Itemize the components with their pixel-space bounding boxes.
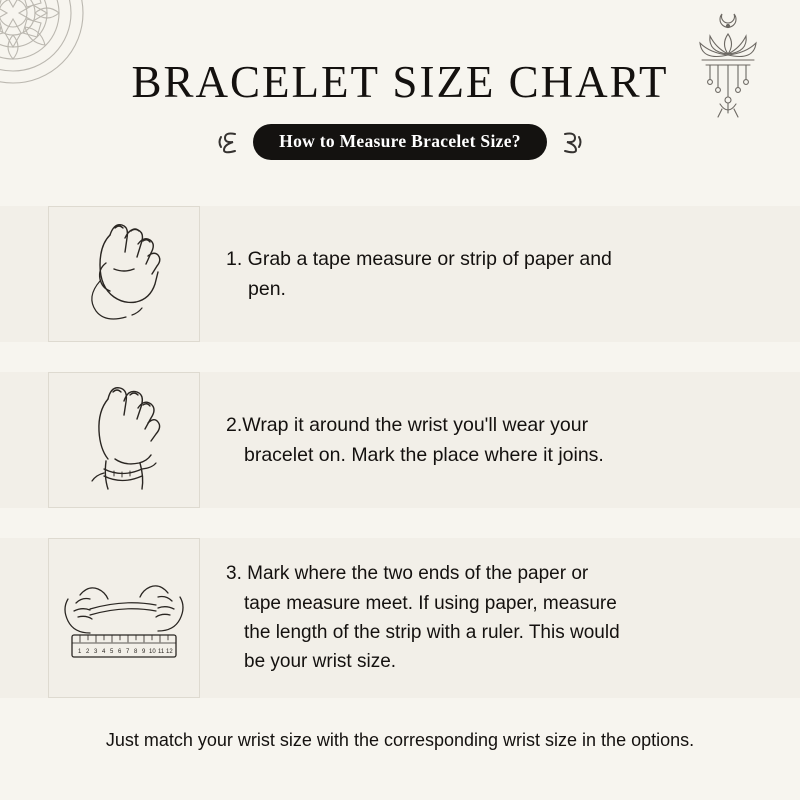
svg-text:2: 2 xyxy=(86,649,90,655)
step-2-line-1: 2.Wrap it around the wrist you'll wear your xyxy=(226,413,589,436)
svg-text:8: 8 xyxy=(134,649,138,655)
step-1 xyxy=(0,206,800,342)
svg-text:1: 1 xyxy=(78,649,82,655)
svg-text:9: 9 xyxy=(142,649,146,655)
svg-text:11: 11 xyxy=(158,649,165,655)
svg-text:6: 6 xyxy=(118,649,122,655)
step-3 xyxy=(0,538,800,698)
svg-text:12: 12 xyxy=(166,649,173,655)
step-1-line-1: 1. Grab a tape measure or strip of paper and xyxy=(226,247,612,270)
svg-text:5: 5 xyxy=(110,649,114,655)
step-3-thumbnail xyxy=(48,538,200,698)
step-3-line-2: tape measure meet. If using paper, measure xyxy=(244,592,617,614)
page-title: BRACELET SIZE CHART xyxy=(131,57,669,107)
step-1-text xyxy=(200,244,754,304)
svg-text:4: 4 xyxy=(102,649,106,655)
svg-text:7: 7 xyxy=(126,649,130,655)
step-2 xyxy=(0,372,800,508)
step-1-thumbnail xyxy=(48,206,200,342)
flourish-left-icon xyxy=(215,129,241,155)
subtitle-pill: How to Measure Bracelet Size? xyxy=(253,124,547,160)
hand-holding-tape-measure-icon xyxy=(54,211,194,337)
step-3-line-4: be your wrist size. xyxy=(244,651,397,673)
step-3-line-1: 3. Mark where the two ends of the paper or xyxy=(226,563,589,585)
subtitle-row xyxy=(0,124,800,160)
svg-text:10: 10 xyxy=(149,649,156,655)
step-3-text xyxy=(200,559,754,677)
svg-text:3: 3 xyxy=(94,649,98,655)
tape-wrapped-around-wrist-icon xyxy=(54,377,194,503)
flourish-right-icon xyxy=(559,129,585,155)
step-1-line-2: pen. xyxy=(248,278,286,300)
measuring-paper-strip-with-ruler-icon xyxy=(54,543,194,693)
footer-note: Just match your wrist size with the corresponding wrist size in the options. xyxy=(105,730,695,750)
step-2-line-2: bracelet on. Mark the place where it joins. xyxy=(244,444,604,466)
step-2-thumbnail xyxy=(48,372,200,508)
steps-list xyxy=(0,206,800,728)
step-2-text xyxy=(200,410,754,470)
step-3-line-3: the length of the strip with a ruler. This would xyxy=(244,622,620,643)
